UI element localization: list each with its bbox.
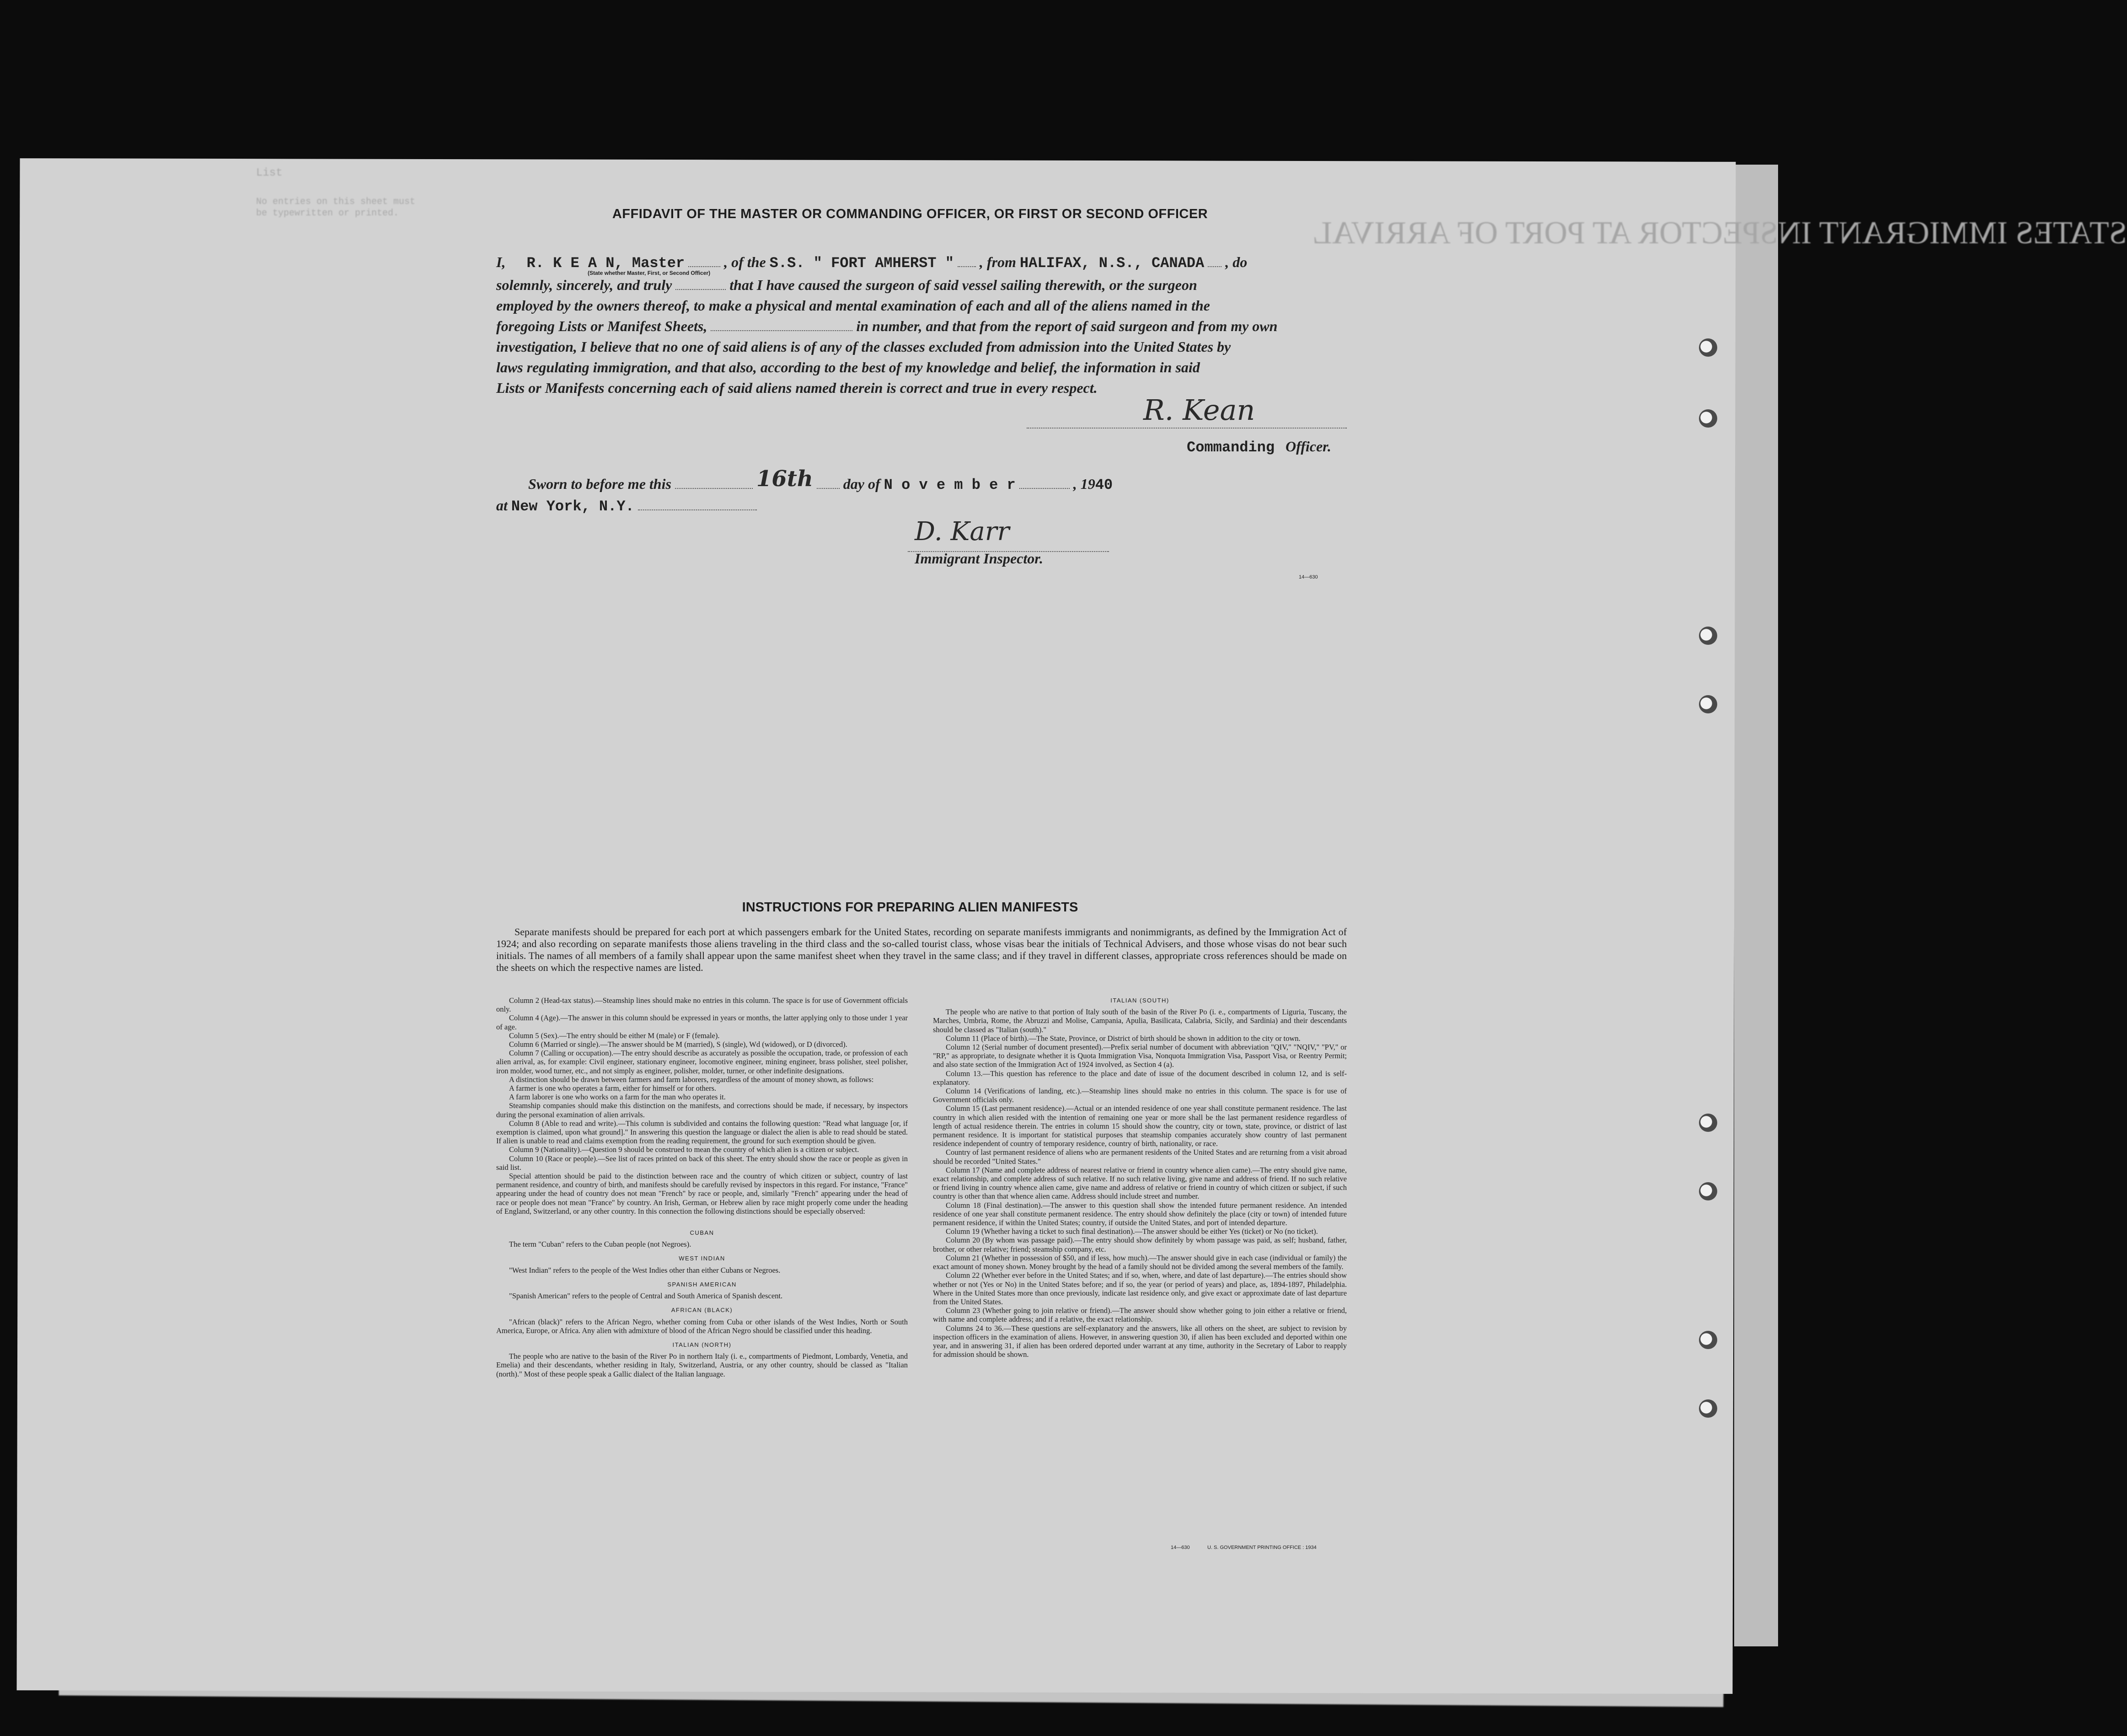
- para-col12: Column 12 (Serial number of document presented).—Prefix serial number of document with abbreviation "QIV," "NQIV," "PV," or "RP," as appropriate, to designate whether it is Quota Immigration Visa, Nonquota Immigration Visa, Passport Visa, or Reentry Permit; and also state section of the Immigration Act of 1924 involved, as Section 4 (a).: [933, 1043, 1347, 1069]
- para-col7: Column 7 (Calling or occupation).—The entry should describe as accurately as possible the occupation, trade, or profession of each alien arrival, as, for example: Civil engineer, stationary engineer, locomotive engineer, mining engineer, brass polisher, steel polisher, iron molder, wood turner, etc., and not simply as engineer, polisher, molder, turner, or other indefinite designations.: [496, 1049, 908, 1075]
- heading-cuban: CUBAN: [690, 1229, 714, 1237]
- para-special-attention: Special attention should be paid to the distinction between race and the country of which citizen or subject, country of last permanent residence, and country of birth, and manifests should be carefully revised by inspectors in this regard. For instance, "France" appearing under the head of country does not mean "French" by race or people, and, similarly "French" appearing under the head of race or people does not mean "France" by country. An Irish, German, or Hebrew alien by race might properly come under the heading of England, Switzerland, or any other country. In this connection the following distinctions should be especially observed:: [496, 1172, 908, 1216]
- para-col21: Column 21 (Whether in possession of $50, and if less, how much).—The answer should give in each case (individual or family) the exact amount of money shown. Money brought by the head of a family should not be divided among the several members of the family.: [933, 1253, 1347, 1271]
- affidavit-title: AFFIDAVIT OF THE MASTER OR COMMANDING OFFICER, OR FIRST OR SECOND OFFICER: [612, 207, 1208, 221]
- officer-title: Commanding: [1187, 439, 1275, 456]
- footer-form-number: 14—630: [1171, 1545, 1190, 1550]
- bleedthrough-list-note: List: [256, 167, 283, 179]
- day-of-label: day of: [843, 476, 880, 492]
- para-col10: Column 10 (Race or people).—See list of races printed on back of this sheet. The entry should show the race or people as given in said list.: [496, 1154, 908, 1172]
- sworn-day: 16th: [756, 466, 813, 492]
- affidavit-form-number: 14—630: [1299, 574, 1318, 580]
- para-steamship: Steamship companies should make this distinction on the manifests, and corrections should be made, if necessary, by inspectors during the personal examination of alien arrivals.: [496, 1101, 908, 1119]
- affidavit-line-2: [496, 277, 1351, 294]
- para-col4: Column 4 (Age).—The answer in this column should be expressed in years or months, the latter applying only to those under 1 year of age.: [496, 1013, 908, 1031]
- at-label: at: [496, 497, 508, 514]
- instructions-intro: Separate manifests should be prepared for each port at which passengers embark for the United States, recording on separate manifests immigrants and nonimmigrants, as defined by the Immigration Act of 1924; and also recording on separate manifests those aliens traveling in the third class and the so-called tourist class, whose visas bear the initials of Technical Advisers, and those whose visas do not bear such initials. The names of all members of a family shall appear upon the same manifest sheet when they travel in the same class; and if they travel in different classes, appropriate cross references should be made on the sheets on which the respective names are listed.: [496, 926, 1347, 973]
- para-col19: Column 19 (Whether having a ticket to such final destination).—The answer should be either Yes (ticket) or No (no ticket).: [946, 1227, 1318, 1236]
- para-col24-36: Columns 24 to 36.—These questions are self-explanatory and the answers, like all others on the sheet, are subject to revision by inspection officers in the examination of aliens. However, in answering question 30, if alien has been excluded and deported within one year, and in answering 31, if alien has been ordered deported under warrant at any time, authority in the Secretary of Labor to reapply for admission should be shown.: [933, 1323, 1347, 1359]
- binder-hole: [1699, 1182, 1717, 1200]
- para-col18: Column 18 (Final destination).—The answer to this question shall show the intended future permanent residence. An intended residence of one year shall constitute permanent residence. The entry should show definitely the place (city or town) of intended future permanent residence, if within the United States; country, if outside the United States, and port of intended departure.: [933, 1200, 1347, 1227]
- next-page-edge: [1734, 165, 1778, 1646]
- instructions-right-column: [933, 996, 1347, 1359]
- sworn-month: N o v e m b e r: [884, 477, 1016, 493]
- binder-hole: [1699, 1331, 1717, 1349]
- instructions-left-column: [496, 996, 908, 1378]
- word-of-the: , of the: [724, 254, 766, 270]
- para-col14: Column 14 (Verifications of landing, etc.).—Steamship lines should make no entries in this column. The space is for use of Government officials only.: [933, 1087, 1347, 1104]
- binder-hole: [1699, 695, 1717, 713]
- para-spanish-american: "Spanish American" refers to the people of Central and South America of Spanish descent.: [509, 1291, 783, 1301]
- text-in-number: in number, and that from the report of said surgeon and from my own: [856, 318, 1278, 334]
- affidavit-line-3: employed by the owners thereof, to make a physical and mental examination of each and all of the aliens named in the: [496, 297, 1210, 314]
- para-italian-south: The people who are native to that portion of Italy south of the basin of the River Po (i. e., compartments of Liguria, Tuscany, the Marches, Umbria, Rome, the Abruzzi and Molise, Campania, Apulia, Basilicata, Calabria, Sicily, and Sardinia) and their descendants should be classed as "Italian (south).": [933, 1007, 1347, 1034]
- signature-line: [1027, 428, 1347, 429]
- affidavit-line-7: Lists or Manifests concerning each of said aliens named therein is correct and true in every respect.: [496, 380, 1098, 396]
- inspector-signature: D. Karr: [915, 517, 1010, 547]
- text-that-caused: that I have caused the surgeon of said vessel sailing therewith, or the surgeon: [729, 277, 1197, 293]
- inspector-label: Immigrant Inspector.: [915, 550, 1043, 567]
- para-farmer: A farmer is one who operates a farm, either for himself or for others.: [509, 1084, 717, 1093]
- para-col5: Column 5 (Sex).—The entry should be either M (male) or F (female).: [509, 1031, 720, 1040]
- master-signature: R. Kean: [1143, 393, 1255, 427]
- para-col11: Column 11 (Place of birth).—The State, Province, or District of birth should be shown in addition to the city or town.: [946, 1034, 1301, 1043]
- binder-hole: [1699, 409, 1717, 428]
- para-african: "African (black)" refers to the African Negro, whether coming from Cuba or other islands of the West Indies, North or South America, Europe, or Africa. Any alien with admixture of blood of the African Negro should be classified under this heading.: [496, 1317, 908, 1335]
- swearing-place: New York, N.Y.: [511, 498, 634, 515]
- para-col23: Column 23 (Whether going to join relative or friend).—The answer should show whether going to join either a relative or friend, with name and complete address; and if a relative, the exact relationship.: [933, 1306, 1347, 1324]
- binder-hole: [1699, 338, 1717, 357]
- para-col17: Column 17 (Name and complete address of nearest relative or friend in country whence alien came).—The entry should give name, exact relationship, and complete address of such relative. If no such relative living, give name and address of friend. If no such relative or friend living in country whence alien came, give name and address of relative or friend in country of which citizen or subject, if such country is other than that whence alien came. Address should include street and number.: [933, 1165, 1347, 1201]
- heading-african: AFRICAN (BLACK): [671, 1307, 733, 1314]
- officer-suffix: Officer.: [1286, 438, 1331, 455]
- affidavit-line-6: laws regulating immigration, and that also, according to the best of my knowledge and belief, the information in said: [496, 359, 1200, 375]
- at-line: [496, 497, 1351, 515]
- text-solemnly: solemnly, sincerely, and truly: [496, 277, 672, 293]
- rank-note: (State whether Master, First, or Second Officer): [588, 270, 711, 276]
- heading-italian-north: ITALIAN (NORTH): [672, 1341, 732, 1348]
- para-italian-north: The people who are native to the basin of the River Po in northern Italy (i. e., compartments of Piedmont, Lombardy, Venetia, and Emelia) and their descendants, whether residing in Italy, Switzerland, Austria, or any other country, should be classed as "Italian (north)." Most of these people speak a Gallic dialect of the Italian language.: [496, 1352, 908, 1378]
- heading-spanish-american: SPANISH AMERICAN: [667, 1281, 737, 1288]
- sworn-year: 40: [1095, 477, 1113, 493]
- para-cuban: The term "Cuban" refers to the Cuban people (not Negroes).: [509, 1240, 691, 1249]
- para-farm-laborer: A farm laborer is one who works on a farm for the man who operates it.: [509, 1093, 726, 1102]
- para-col8: Column 8 (Able to read and write).—This column is subdivided and contains the following question: "Read what language [or, if exemption is claimed, upon what ground]." In answering this question the language or dialect the alien is able to read should be stated. If alien is unable to read and claims exemption from the reading requirement, the ground for such exemption should be given.: [496, 1119, 908, 1146]
- year-prefix: , 19: [1073, 476, 1095, 492]
- officer-title-line: [1187, 438, 1370, 456]
- heading-west-indian: WEST INDIAN: [679, 1255, 725, 1262]
- para-col6: Column 6 (Married or single).—The answer should be M (married), S (single), Wd (widowed), or D (divorced).: [509, 1040, 847, 1049]
- para-col20: Column 20 (By whom was passage paid).—The entry should show definitely by whom passage was paid, as self; husband, father, brother, or other relative; friend; steamship company, etc.: [933, 1236, 1347, 1254]
- text-foregoing: foregoing Lists or Manifest Sheets,: [496, 318, 707, 334]
- binder-hole: [1699, 1399, 1717, 1418]
- sworn-line: [528, 466, 1383, 494]
- para-farm-distinction: A distinction should be drawn between farmers and farm laborers, regardless of the amount of money shown, as follows:: [509, 1075, 874, 1084]
- sworn-label: Sworn to before me this: [528, 476, 671, 492]
- bleedthrough-note-3: be typewritten or printed.: [256, 208, 399, 219]
- binder-hole: [1699, 627, 1717, 645]
- para-col15: Column 15 (Last permanent residence).—Actual or an intended residence of one year shall constitute permanent residence. The last country in which alien resided with the intention of remaining one year or more shall be the last permanent residence regardless of length of actual residence therein. The entries in column 15 should show the country, city or town, state, province, or district of last permanent residence. It is important for statistical purposes that steamship companies accurately show country of last permanent residence independent of country of temporary residence, country of birth, nationality, or race.: [933, 1104, 1347, 1148]
- affidavit-line-5: investigation, I believe that no one of said aliens is of any of the classes excluded from admission into the United States by: [496, 338, 1231, 355]
- para-col9: Column 9 (Nationality).—Question 9 should be construed to mean the country of which alien is a citizen or subject.: [509, 1145, 859, 1154]
- affidavit-line-1: [496, 254, 1351, 272]
- para-col22: Column 22 (Whether ever before in the United States; and if so, when, where, and date of last departure).—The entries should show whether or not (Yes or No) in the United States before; and if so, the year (or period of years) and place, as, 1894-1897, Philadelphia. Where in the United States more than once previously, indicate last residence only, and give exact or approximate date of last departure from the United States.: [933, 1271, 1347, 1306]
- footer-printer: U. S. GOVERNMENT PRINTING OFFICE : 1934: [1207, 1545, 1317, 1550]
- heading-italian-south: ITALIAN (SOUTH): [1110, 997, 1169, 1004]
- port-of-departure: HALIFAX, N.S., CANADA: [1019, 255, 1205, 272]
- para-west-indian: "West Indian" refers to the people of the West Indies other than either Cubans or Negroes.: [509, 1265, 781, 1275]
- para-col13: Column 13.—This question has reference to the place and date of issue of the document described in column 12, and is self-explanatory.: [933, 1069, 1347, 1087]
- word-i: I,: [496, 254, 506, 270]
- vessel-name: S.S. " FORT AMHERST ": [769, 255, 954, 272]
- bleedthrough-header: STATES IMMIGRANT INSPECTOR AT PORT OF ARRIVAL: [1313, 215, 2127, 251]
- binder-hole: [1699, 1114, 1717, 1132]
- instructions-title: INSTRUCTIONS FOR PREPARING ALIEN MANIFESTS: [742, 900, 1078, 915]
- bleedthrough-note-2: No entries on this sheet must: [256, 197, 416, 207]
- para-col2: Column 2 (Head-tax status).—Steamship lines should make no entries in this column. The space is for use of Government officials only.: [496, 996, 908, 1014]
- para-col15-returning: Country of last permanent residence of aliens who are permanent residents of the United States and are returning from a visit abroad should be recorded "United States.": [933, 1148, 1347, 1166]
- word-from: , from: [979, 254, 1016, 270]
- affidavit-line-4: [496, 318, 1351, 335]
- officer-name: R. K E A N, Master: [526, 255, 685, 272]
- word-do: , do: [1225, 254, 1248, 270]
